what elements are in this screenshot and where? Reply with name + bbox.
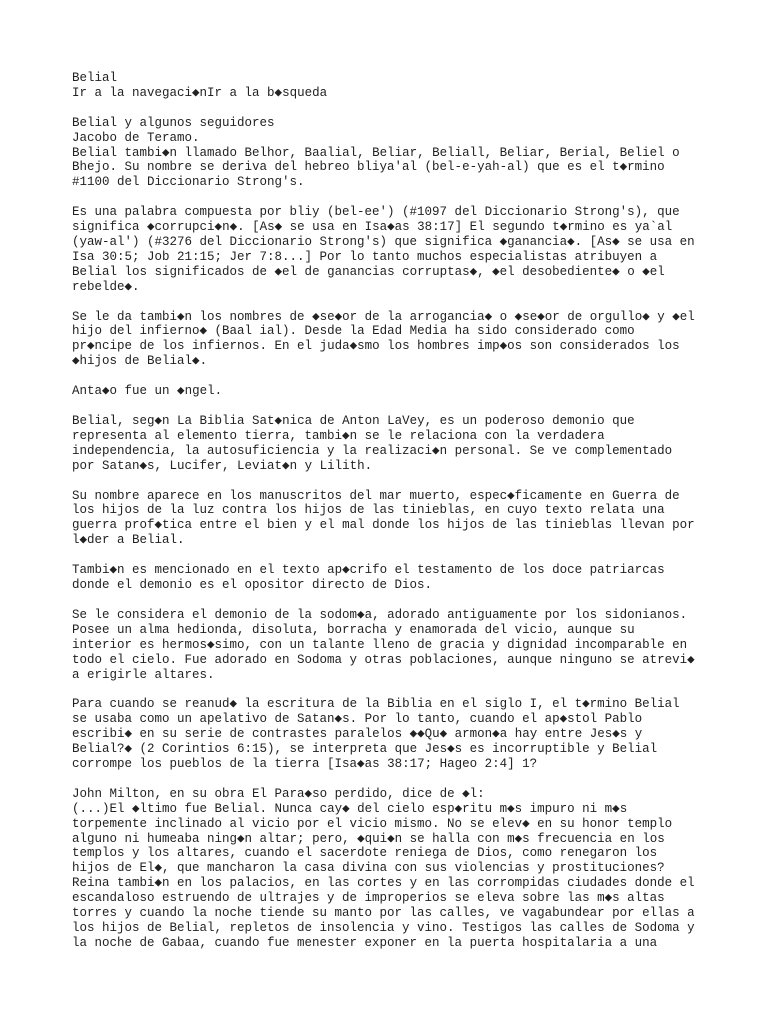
text-line: Belial los significados de ◆el de ganancias corruptas◆, ◆el desobediente◆ o ◆el (72, 264, 665, 279)
text-line: rebelde◆. (72, 279, 140, 294)
text-line: Se le da tambi◆n los nombres de ◆se◆or de la arrogancia◆ o ◆se◆or de orgullo◆ y ◆el (72, 309, 695, 324)
text-line: John Milton, en su obra El Para◆so perdido, dice de ◆l: (72, 786, 485, 801)
paragraph (72, 116, 712, 190)
text-line: interior es hermos◆simo, con un talante lleno de gracia y dignidad incomparable en (72, 637, 688, 652)
text-line: Belial?◆ (2 Corintios 6:15), se interpreta que Jes◆s es incorruptible y Belial (72, 742, 658, 757)
text-line: todo el cielo. Fue adorado en Sodoma y otras poblaciones, aunque ninguno se atrevi◆ (72, 652, 695, 667)
text-line: Anta◆o fue un ◆ngel. (72, 384, 223, 399)
text-line: escribi◆ en su serie de contrastes paralelos ◆◆Qu◆ armon◆a hay entre Jes◆s y (72, 727, 643, 742)
text-line: hijos de El◆, que mancharon la casa divina con sus violencias y prostituciones? (72, 861, 665, 876)
paragraph (72, 384, 712, 399)
paragraph (72, 608, 712, 682)
text-line: Bhejo. Su nombre se deriva del hebreo bliya'al (bel-e-yah-al) que es el t◆rmino (72, 160, 665, 175)
text-line: guerra prof◆tica entre el bien y el mal donde los hijos de las tinieblas llevan por (72, 518, 695, 533)
paragraph (72, 205, 712, 294)
text-line: Isa 30:5; Job 21:15; Jer 7:8...] Por lo tanto muchos especialistas atribuyen a (72, 249, 658, 264)
text-line: se usaba como un apelativo de Satan◆s. Por lo tanto, cuando el ap◆stol Pablo (72, 712, 643, 727)
text-line: Jacobo de Teramo. (72, 130, 200, 145)
text-line: hijo del infierno◆ (Baal ial). Desde la Edad Media ha sido considerado como (72, 324, 635, 339)
text-line: a erigirle altares. (72, 667, 215, 682)
text-line: los hijos de la luz contra los hijos de las tinieblas, en cuyo texto relata una (72, 503, 665, 518)
text-line: Belial, seg◆n La Biblia Sat◆nica de Anton LaVey, es un poderoso demonio que (72, 414, 635, 429)
text-line: Su nombre aparece en los manuscritos del mar muerto, espec◆ficamente en Guerra de (72, 488, 680, 503)
text-line: torpemente inclinado al vicio por el vicio mismo. No se elev◆ en su honor templo (72, 816, 673, 831)
text-line: (yaw-al') (#3276 del Diccionario Strong's) que significa ◆ganancia◆. [As◆ se usa en (72, 235, 695, 250)
text-line: Belial tambi◆n llamado Belhor, Baalial, Beliar, Beliall, Beliar, Berial, Beliel o (72, 145, 680, 160)
text-line: representa al elemento tierra, tambi◆n se le relaciona con la verdadera (72, 428, 605, 443)
text-line: (...)El ◆ltimo fue Belial. Nunca cay◆ del cielo esp◆ritu m◆s impuro ni m◆s (72, 801, 628, 816)
text-line: Es una palabra compuesta por bliy (bel-ee') (#1097 del Diccionario Strong's), que (72, 205, 680, 220)
paragraph (72, 71, 712, 101)
text-line: alguno ni humeaba ning◆n altar; pero, ◆qui◆n se halla con m◆s frecuencia en los (72, 831, 665, 846)
text-line: Reina tambi◆n en los palacios, en las cortes y en las corrompidas ciudades donde el (72, 876, 695, 891)
paragraph (72, 489, 712, 549)
paragraph (72, 697, 712, 771)
paragraph (72, 563, 712, 593)
text-line: templos y los altares, cuando el sacerdote reniega de Dios, como renegaron los (72, 846, 658, 861)
text-line: independencia, la autosuficiencia y la realizaci◆n personal. Se ve complementado (72, 443, 673, 458)
text-line: pr◆ncipe de los infiernos. En el juda◆smo los hombres imp◆os son considerados los (72, 339, 680, 354)
text-line: donde el demonio es el opositor directo de Dios. (72, 578, 433, 593)
text-line: corrompe los pueblos de la tierra [Isa◆as 38:17; Hageo 2:4] 1? (72, 756, 538, 771)
text-line: #1100 del Diccionario Strong's. (72, 175, 305, 190)
text-line: por Satan◆s, Lucifer, Leviat◆n y Lilith. (72, 458, 373, 473)
paragraph (72, 310, 712, 370)
text-line: Tambi◆n es mencionado en el texto ap◆crifo el testamento de los doce patriarcas (72, 563, 665, 578)
text-line: la noche de Gabaa, cuando fue menester exponer en la puerta hospitalaria a una (72, 935, 658, 950)
document-page (72, 71, 712, 966)
paragraph (72, 414, 712, 474)
text-line: significa ◆corrupci◆n◆. [As◆ se usa en Isa◆as 38:17] El segundo t◆rmino es ya`al (72, 220, 673, 235)
text-line: Ir a la navegaci◆nIr a la b◆squeda (72, 85, 328, 100)
paragraph (72, 787, 712, 951)
text-line: Se le considera el demonio de la sodom◆a, adorado antiguamente por los sidonianos. (72, 607, 688, 622)
text-line: ◆hijos de Belial◆. (72, 354, 208, 369)
text-line: l◆der a Belial. (72, 533, 185, 548)
text-line: torres y cuando la noche tiende su manto por las calles, ve vagabundear por ellas a (72, 905, 695, 920)
text-line: Belial y algunos seguidores (72, 115, 275, 130)
text-line: los hijos de Belial, repletos de insolencia y vino. Testigos las calles de Sodoma y (72, 920, 695, 935)
text-line: escandaloso estruendo de ultrajes y de improperios se eleva sobre las m◆s altas (72, 891, 665, 906)
text-line: Belial (72, 71, 118, 85)
text-line: Posee un alma hedionda, disoluta, borracha y enamorada del vicio, aunque su (72, 622, 635, 637)
text-line: Para cuando se reanud◆ la escritura de la Biblia en el siglo I, el t◆rmino Belial (72, 697, 680, 712)
